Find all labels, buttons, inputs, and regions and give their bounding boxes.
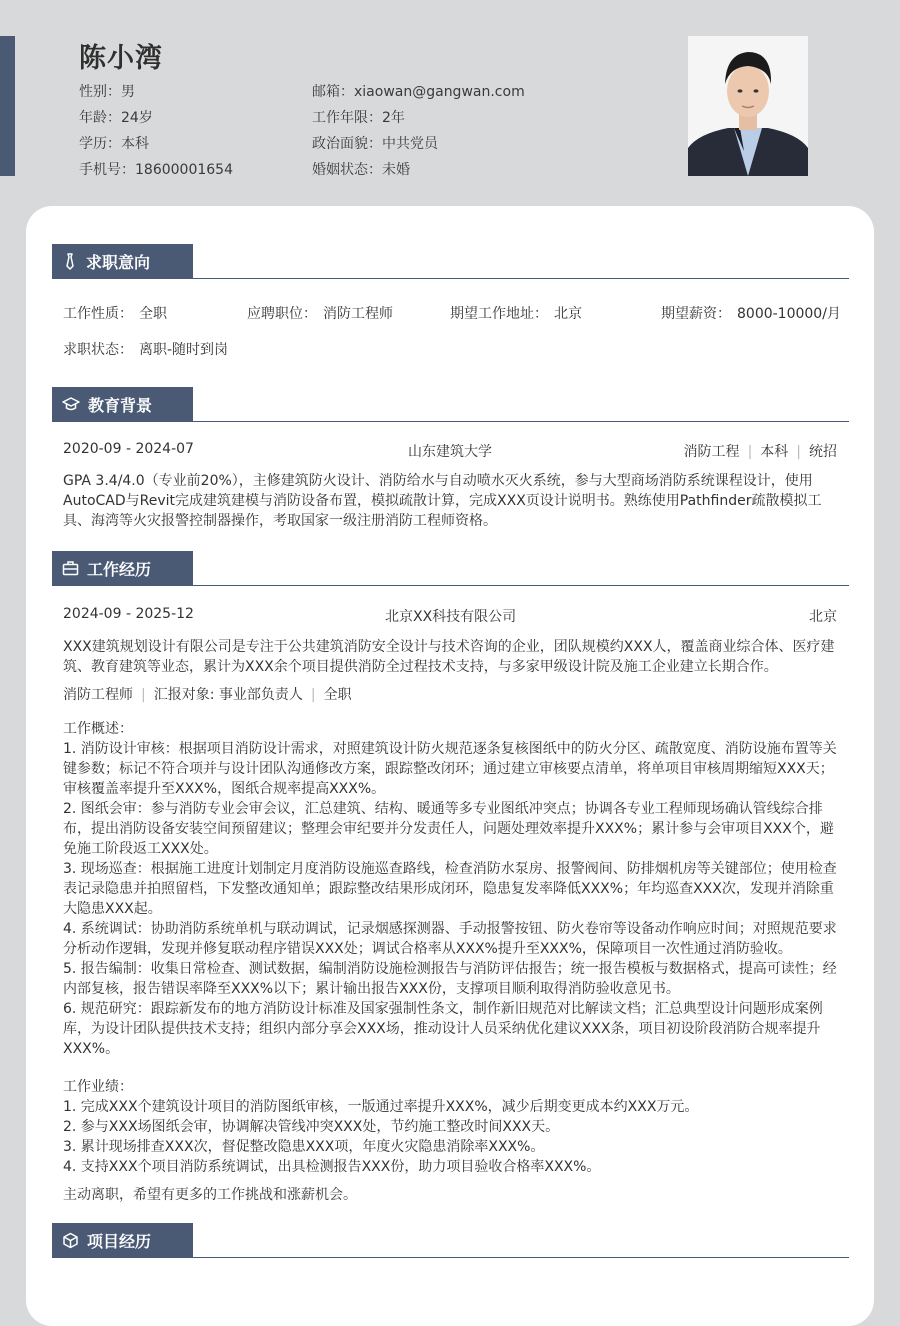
company-description: XXX建筑规划设计有限公司是专注于公共建筑消防安全设计与技术咨询的企业，团队规模约XXX人，覆盖商业综合体、医疗建筑、教育建筑等业态，累计为XXX余个项目提供消防全过程技术支持，与多家甲级设计院及施工企业建立长期合作。 [63, 639, 835, 675]
briefcase-icon [62, 560, 79, 576]
intent-position: 应聘职位： 消防工程师 [247, 306, 393, 322]
intent-location: 期望工作地址： 北京 [450, 306, 582, 322]
section-title-projects: 项目经历 [52, 1223, 193, 1257]
overview-item: 4. 系统调试：协助消防系统单机与联动调试，记录烟感探测器、手动报警按钮、防火卷帘等设备动作响应时间；对照规范要求分析动作逻辑，发现并修复联动程序错误XXX处；调试合格率从XXX%提升至XXX%，保障项目一次性通过消防验收。 [63, 921, 837, 957]
basic-info-right [312, 79, 525, 183]
info-gender: 性别：男 [79, 84, 135, 100]
intent-work-type: 工作性质： 全职 [63, 306, 167, 322]
profile-photo [688, 36, 808, 176]
achievement-item: 4. 支持XXX个项目消防系统调试，出具检测报告XXX份，助力项目验收合格率XXX%。 [63, 1159, 601, 1175]
overview-item: 1. 消防设计审核：根据项目消防设计需求，对照建筑设计防火规范逐条复核图纸中的防火分区、疏散宽度、消防设施布置等关键参数；标记不符合项并与设计团队沟通修改方案，跟踪整改闭环；通过建立审核要点清单，将单项目审核周期缩短XXX天；审核覆盖率提升至XXX%，图纸合规率提高XXX%。 [63, 741, 837, 797]
work-period: 2024-09 - 2025-12 [63, 606, 194, 622]
info-education: 学历：本科 [79, 136, 149, 152]
work-overview [63, 719, 838, 1059]
cube-icon [62, 1232, 79, 1249]
work-achievements [63, 1077, 838, 1177]
section-title-education: 教育背景 [52, 387, 193, 421]
intent-salary: 期望薪资： 8000-10000/月 [661, 306, 841, 322]
info-work-years: 工作年限：2年 [312, 110, 405, 126]
overview-item: 5. 报告编制：收集日常检查、测试数据，编制消防设施检测报告与消防评估报告；统一报告模板与数据格式，提高可读性；经内部复核，报告错误率降至XXX%以下；累计输出报告XXX份，支撑项目顺利取得消防验收意见书。 [63, 961, 837, 997]
education-school: 山东建筑大学 [408, 444, 492, 460]
work-company: 北京XX科技有限公司 [385, 609, 517, 625]
work-role-line: 消防工程师 | 汇报对象: 事业部负责人 | 全职 [63, 687, 352, 703]
education-description: GPA 3.4/4.0（专业前20%），主修建筑防火设计、消防给水与自动喷水灭火系统，参与大型商场消防系统课程设计，使用AutoCAD与Revit完成建筑建模与消防设备布置，模拟疏散计算，完成XXX页设计说明书。熟练使用Pathfinder疏散模拟工具、海湾等火灾报警控制器操作，考取国家一级注册消防工程师资格。 [63, 473, 822, 529]
basic-info-left [79, 79, 233, 183]
info-phone: 手机号：18600001654 [79, 162, 233, 178]
overview-item: 3. 现场巡查：根据施工进度计划制定月度消防设施巡查路线，检查消防水泵房、报警阀间、防排烟机房等关键部位；使用检查表记录隐患并拍照留档，下发整改通知单；跟踪整改结果形成闭环，隐患复发率降低XXX%；年均巡查XXX次，发现并消除重大隐患XXX起。 [63, 861, 837, 917]
overview-title: 工作概述： [63, 721, 133, 737]
info-age: 年龄：24岁 [79, 110, 153, 126]
intent-status: 求职状态： 离职-随时到岗 [63, 342, 229, 358]
info-political-status: 政治面貌：中共党员 [312, 136, 438, 152]
section-title-job-intent: 求职意向 [52, 244, 193, 278]
education-period: 2020-09 - 2024-07 [63, 441, 194, 457]
graduation-cap-icon [62, 396, 80, 412]
achievement-item: 3. 累计现场排查XXX次，督促整改隐患XXX项，年度火灾隐患消除率XXX%。 [63, 1139, 545, 1155]
work-city: 北京 [809, 609, 837, 625]
section-education [52, 387, 849, 422]
education-meta: 消防工程 | 本科 | 统招 [683, 444, 837, 460]
achievements-title: 工作业绩： [63, 1079, 133, 1095]
achievement-item: 2. 参与XXX场图纸会审，协调解决管线冲突XXX处，节约施工整改时间XXX天。 [63, 1119, 560, 1135]
section-projects [52, 1223, 849, 1258]
info-marital-status: 婚姻状态：未婚 [312, 162, 410, 178]
tie-icon [62, 252, 78, 270]
leave-reason: 主动离职，希望有更多的工作挑战和涨薪机会。 [63, 1187, 357, 1203]
section-job-intent [52, 244, 849, 279]
achievement-item: 1. 完成XXX个建筑设计项目的消防图纸审核，一版通过率提升XXX%，减少后期变更成本约XXX万元。 [63, 1099, 699, 1115]
accent-bar [0, 36, 15, 176]
overview-item: 2. 图纸会审：参与消防专业会审会议，汇总建筑、结构、暖通等多专业图纸冲突点；协调各专业工程师现场确认管线综合排布，提出消防设备安装空间预留建议；整理会审纪要并分发责任人，问题处理效率提升XXX%；累计参与会审项目XXX个，避免施工阶段返工XXX处。 [63, 801, 834, 857]
overview-item: 6. 规范研究：跟踪新发布的地方消防设计标准及国家强制性条文，制作新旧规范对比解读文档；汇总典型设计问题形成案例库，为设计团队提供技术支持；组织内部分享会XXX场，推动设计人员采纳优化建议XXX条，项目初设阶段消防合规率提升XXX%。 [63, 1001, 823, 1057]
section-title-work: 工作经历 [52, 551, 193, 585]
section-work [52, 551, 849, 586]
candidate-name: 陈小湾 [79, 43, 163, 74]
info-email: 邮箱：xiaowan@gangwan.com [312, 84, 525, 100]
